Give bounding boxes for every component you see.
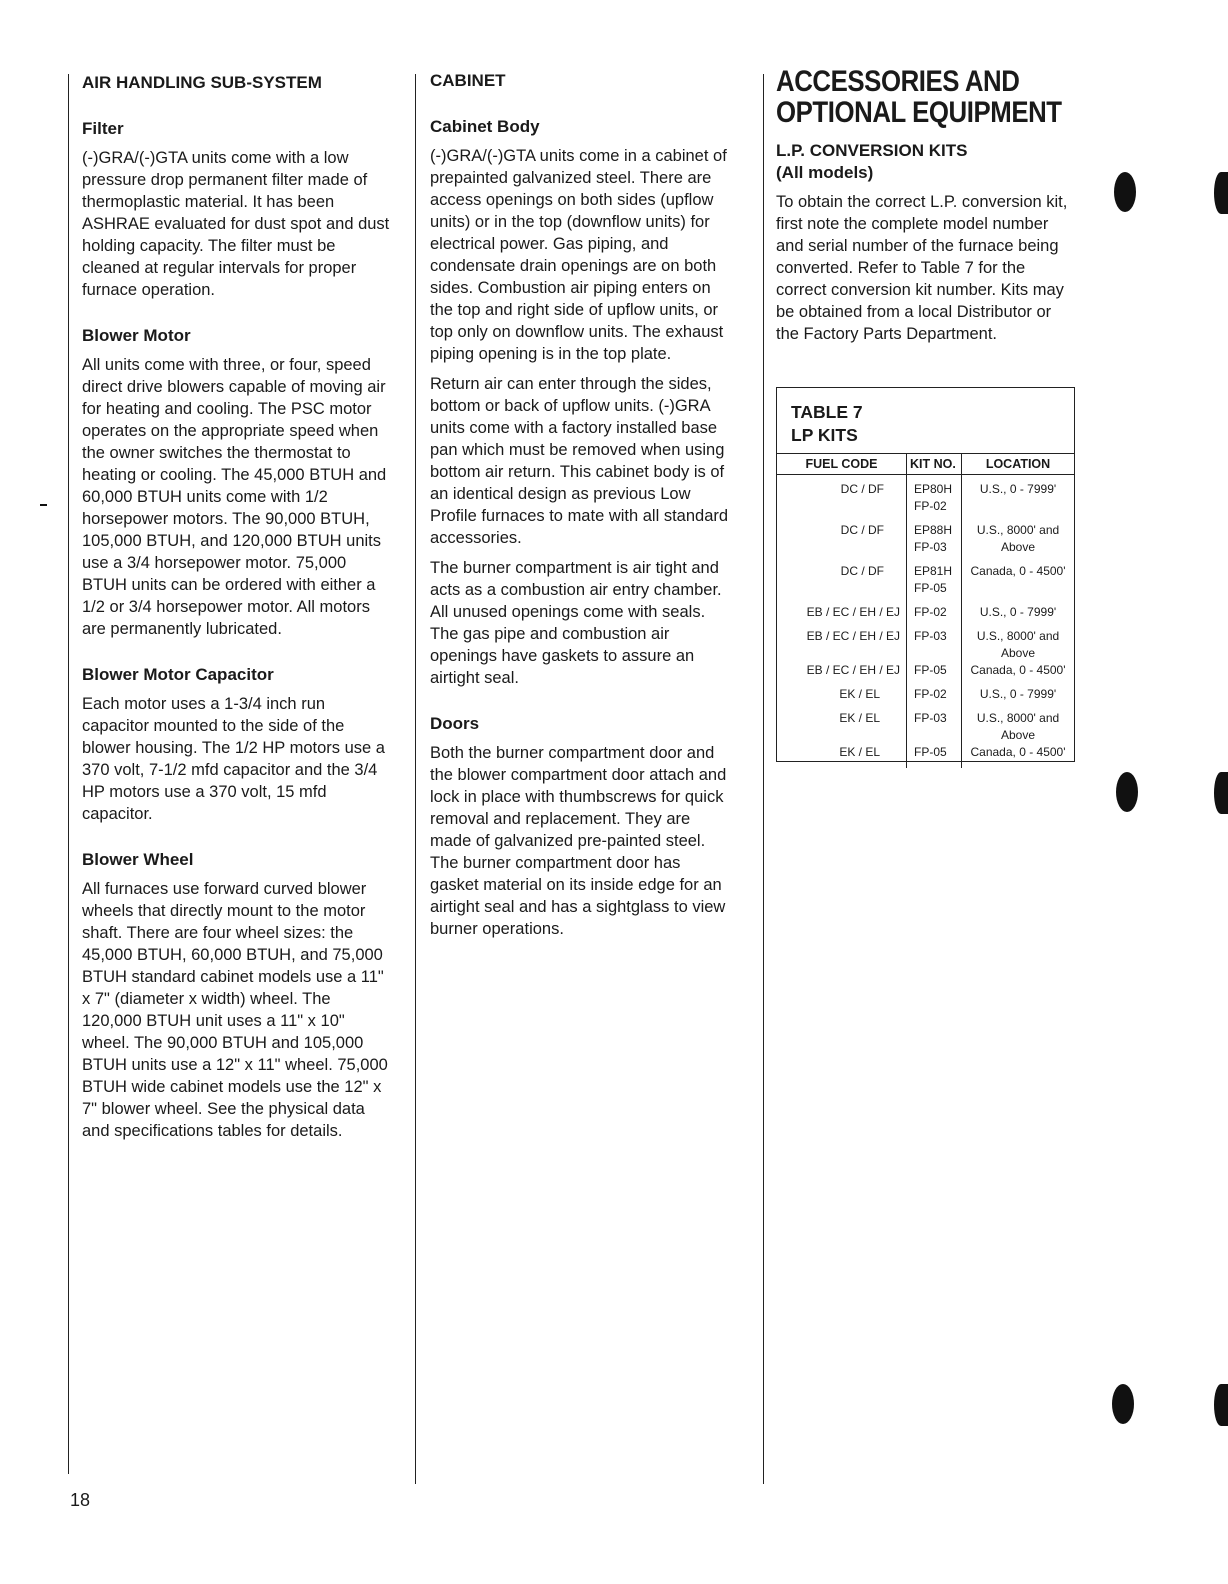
column-rule-left (68, 74, 69, 1474)
cell-kit-no (907, 556, 962, 597)
table-row (777, 744, 1074, 768)
paragraph-filter: (-)GRA/(-)GTA units come with a low pressure drop permanent filter made of thermoplastic material. It has been ASHRAE evaluated for dust spot and dust holding capacity. The filter must be cleaned at regular intervals for proper furnace operation. (82, 149, 390, 299)
heading-filter: Filter (82, 119, 124, 138)
punch-hole-mark (1214, 772, 1228, 814)
kit-no-secondary: FP-02 (914, 499, 947, 513)
punch-hole-mark (1114, 172, 1136, 212)
table-row (777, 686, 1074, 710)
cell-kit-no: FP-05 (907, 662, 962, 686)
page-number: 18 (70, 1490, 91, 1510)
table-title-line-1: TABLE 7 (791, 402, 863, 422)
paragraph-cabinet-body-3: The burner compartment is air tight and acts as a combustion air entry chamber. All unused openings come with seals. The gas pipe and combustion air openings have gaskets to assure an airtight seal. (430, 559, 722, 687)
heading-cabinet-body: Cabinet Body (430, 117, 540, 136)
cell-kit-no: FP-02 (907, 686, 962, 710)
paragraph-doors: Both the burner compartment door and the blower compartment door attach and lock in place with thumbscrews for quick removal and replacement. They are made of galvanized pre-painted steel. The burner compartment door has gasket material on its inside edge for an airtight seal and has a sightglass to view burner operations. (430, 744, 727, 938)
column-rule-right (763, 74, 764, 1484)
page-title (776, 66, 1076, 128)
lp-kits-table (777, 453, 1074, 768)
paragraph-lp-conversion: To obtain the correct L.P. conversion kit, first note the complete model number and serial number of the furnace being converted. Refer to Table 7 for the correct conversion kit number. Kits may be obtained from a local Distributor or the Factory Parts Department. (776, 193, 1068, 343)
table-title-line-2: LP KITS (791, 425, 858, 445)
paragraph-blower-motor-capacitor: Each motor uses a 1-3/4 inch run capacitor mounted to the side of the blower housing. The 1/2 HP motors use a 370 volt, 7-1/2 mfd capacitor and the 3/4 HP motors use a 370 volt, 15 mfd capacitor. (82, 695, 385, 823)
cell-kit-no: FP-05 (907, 744, 962, 768)
cell-fuel-code: EK / EL (777, 686, 907, 710)
cell-fuel-code: EK / EL (777, 744, 907, 768)
cell-location: U.S., 0 - 7999' (979, 605, 1057, 619)
punch-hole-mark (1112, 1384, 1134, 1424)
cell-kit-no: FP-02 (907, 597, 962, 628)
table-row (777, 515, 1074, 556)
title-line-1: ACCESSORIES AND (776, 65, 1020, 98)
cell-location: Canada, 0 - 4500' (970, 564, 1066, 578)
subtitle-all-models: (All models) (776, 163, 874, 182)
table-row (777, 628, 1074, 662)
cell-fuel-code: DC / DF (777, 475, 907, 516)
cell-location: U.S., 8000' and Above (976, 711, 1060, 742)
table-title (791, 401, 863, 447)
paragraph-cabinet-body-1: (-)GRA/(-)GTA units come in a cabinet of prepainted galvanized steel. There are access openings on both sides (upflow units) or in the top (downflow units) for electrical power. Gas piping, and condensate drain openings are on both sides. Combustion air piping enters on the top and right side of upflow units, or top only on downflow units. The exhaust piping opening is in the top plate. (430, 147, 727, 363)
punch-hole-mark (1214, 1384, 1228, 1426)
margin-dash-mark (40, 504, 47, 506)
table-row (777, 710, 1074, 744)
cell-kit-no (907, 515, 962, 556)
heading-blower-motor-capacitor: Blower Motor Capacitor (82, 665, 274, 684)
table-row (777, 556, 1074, 597)
paragraph-blower-wheel: All furnaces use forward curved blower wheels that directly mount to the motor shaft. There are four wheel sizes: the 45,000 BTUH, 60,000 BTUH, and 75,000 BTUH standard cabinet models use a 11" x 7" (diameter x width) wheel. The 120,000 BTUH unit uses a 11" x 10" wheel. The 90,000 BTUH and 105,000 BTUH units use a 12" x 11" wheel. 75,000 BTUH wide cabinet models use the 12" x 7" blower wheel. See the physical data and specifications tables for details. (82, 880, 388, 1140)
cell-kit-no (907, 475, 962, 516)
column-air-handling (82, 66, 392, 1142)
cell-fuel-code: DC / DF (777, 556, 907, 597)
cell-kit-no: FP-03 (907, 628, 962, 662)
kit-no-secondary: FP-03 (914, 540, 947, 554)
kit-no-primary: EP80H (914, 482, 953, 496)
heading-blower-motor: Blower Motor (82, 326, 191, 345)
section-heading-cabinet: CABINET (430, 71, 506, 90)
section-heading-air-handling: AIR HANDLING SUB-SYSTEM (82, 73, 322, 92)
table-lp-kits (776, 387, 1075, 762)
cell-location: U.S., 0 - 7999' (979, 687, 1057, 701)
cell-fuel-code: EB / EC / EH / EJ (777, 662, 907, 686)
cell-fuel-code: DC / DF (777, 515, 907, 556)
table-row (777, 475, 1074, 516)
cell-kit-no: FP-03 (907, 710, 962, 744)
title-line-2: OPTIONAL EQUIPMENT (776, 96, 1062, 129)
subtitle-lp-conversion-kits: L.P. CONVERSION KITS (776, 141, 968, 160)
column-accessories (776, 66, 1076, 345)
table-row (777, 597, 1074, 628)
punch-hole-mark (1214, 172, 1228, 214)
heading-blower-wheel: Blower Wheel (82, 850, 194, 869)
column-rule-middle (415, 74, 416, 1484)
header-kit-no: KIT NO. (907, 454, 962, 475)
cell-location: Canada, 0 - 4500' (970, 745, 1066, 759)
column-cabinet (430, 66, 730, 940)
kit-no-secondary: FP-05 (914, 581, 947, 595)
paragraph-cabinet-body-2: Return air can enter through the sides, bottom or back of upflow units. (-)GRA units come with a factory installed base pan which must be removed when using bottom air return. This cabinet body is of an identical design as previous Low Profile furnaces to mate with all standard accessories. (430, 375, 729, 547)
cell-location: U.S., 0 - 7999' (979, 482, 1057, 496)
cell-fuel-code: EK / EL (777, 710, 907, 744)
cell-fuel-code: EB / EC / EH / EJ (777, 597, 907, 628)
heading-doors: Doors (430, 714, 480, 733)
header-location: LOCATION (962, 454, 1075, 475)
cell-location: U.S., 8000' and Above (976, 523, 1060, 554)
table-header-row (777, 454, 1074, 475)
cell-location: Canada, 0 - 4500' (970, 663, 1066, 677)
punch-hole-mark (1116, 772, 1138, 812)
cell-fuel-code: EB / EC / EH / EJ (777, 628, 907, 662)
table-row (777, 662, 1074, 686)
kit-no-primary: EP88H (914, 523, 953, 537)
cell-location: U.S., 8000' and Above (976, 629, 1060, 660)
header-fuel-code: FUEL CODE (777, 454, 907, 475)
paragraph-blower-motor: All units come with three, or four, speed direct drive blowers capable of moving air for heating and cooling. The PSC motor operates on the appropriate speed when the owner switches the thermostat to heating or cooling. The 45,000 BTUH and 60,000 BTUH units come with 1/2 horsepower motors. The 90,000 BTUH, 105,000 BTUH, and 120,000 BTUH units use a 3/4 horsepower motor. 75,000 BTUH units can be ordered with either a 1/2 or 3/4 horsepower motor. All motors are permanently lubricated. (82, 356, 387, 638)
kit-no-primary: EP81H (914, 564, 953, 578)
